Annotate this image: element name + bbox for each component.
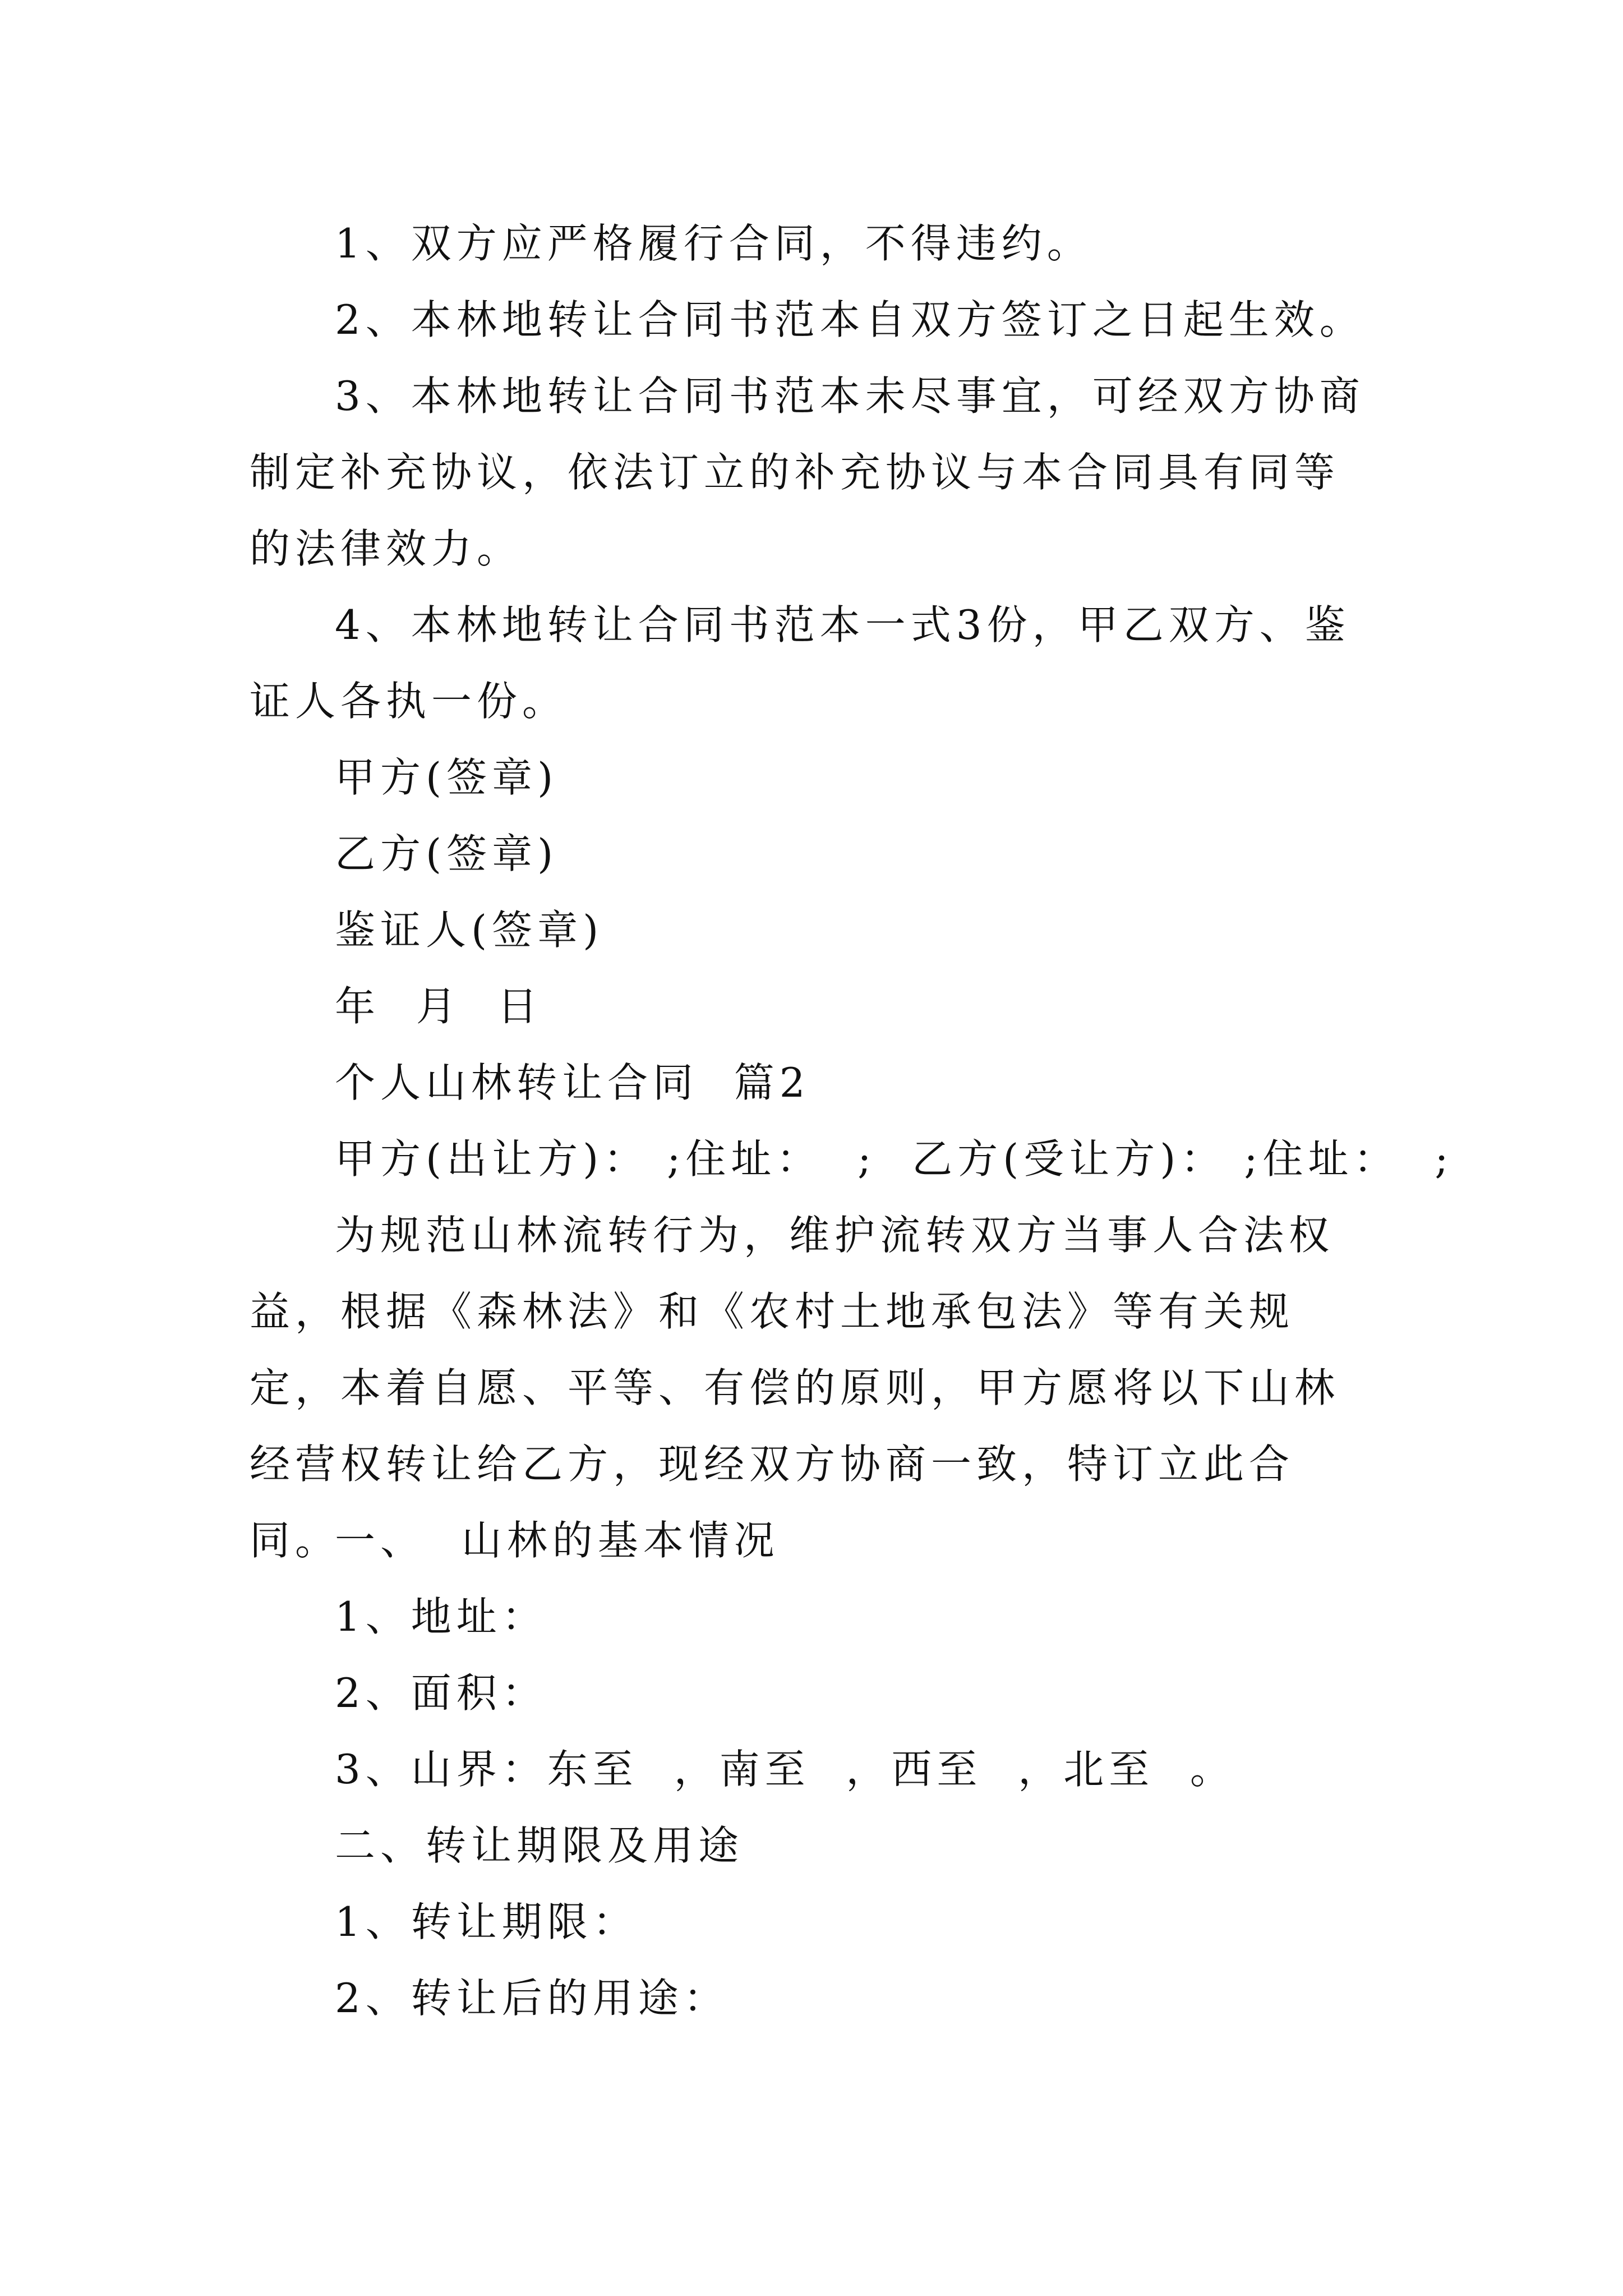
section-2-item-term: 1、转让期限： bbox=[335, 1898, 638, 1945]
signature-party-b: 乙方(签章) bbox=[335, 830, 559, 877]
section-2-item-usage: 2、转让后的用途： bbox=[335, 1975, 729, 2022]
signature-party-a: 甲方(签章) bbox=[335, 754, 559, 801]
contract-2-preamble: 为规范山林流转行为，维护流转双方当事人合法权益，根据《森林法》和《农村土地承包法》等有关规定，本着自愿、平等、有偿的原则，甲方愿将以下山林经营权转让给乙方，现经双方协商一致，特订立此合同。 bbox=[250, 1212, 1340, 1564]
clause-2: 2、本林地转让合同书范本自双方签订之日起生效。 bbox=[335, 296, 1365, 343]
section-1-item-address: 1、地址： bbox=[335, 1593, 547, 1640]
section-1-item-area: 2、面积： bbox=[335, 1669, 547, 1717]
section-1-item-boundaries: 3、山界：东至 ，南至 ，西至 ，北至 。 bbox=[335, 1746, 1235, 1793]
signature-witness: 鉴证人(签章) bbox=[335, 907, 604, 954]
contract-2-parties: 甲方(出让方)： ;住址： ; 乙方(受让方)： ;住址： ; bbox=[335, 1135, 1454, 1182]
clause-3: 3、本林地转让合同书范本未尽事宜，可经双方协商制定补充协议，依法订立的补充协议与本合同具有同等的法律效力。 bbox=[250, 372, 1365, 572]
clause-4: 4、本林地转让合同书范本一式3份，甲乙双方、鉴证人各执一份。 bbox=[250, 601, 1350, 725]
clause-1: 1、双方应严格履行合同，不得违约。 bbox=[335, 220, 1092, 267]
section-2-heading: 二、转让期限及用途 bbox=[335, 1822, 744, 1869]
signature-date: 年 月 日 bbox=[335, 983, 543, 1030]
section-1-heading: 一、 山林的基本情况 bbox=[335, 1517, 780, 1564]
contract-2-title: 个人山林转让合同 篇2 bbox=[335, 1059, 810, 1106]
